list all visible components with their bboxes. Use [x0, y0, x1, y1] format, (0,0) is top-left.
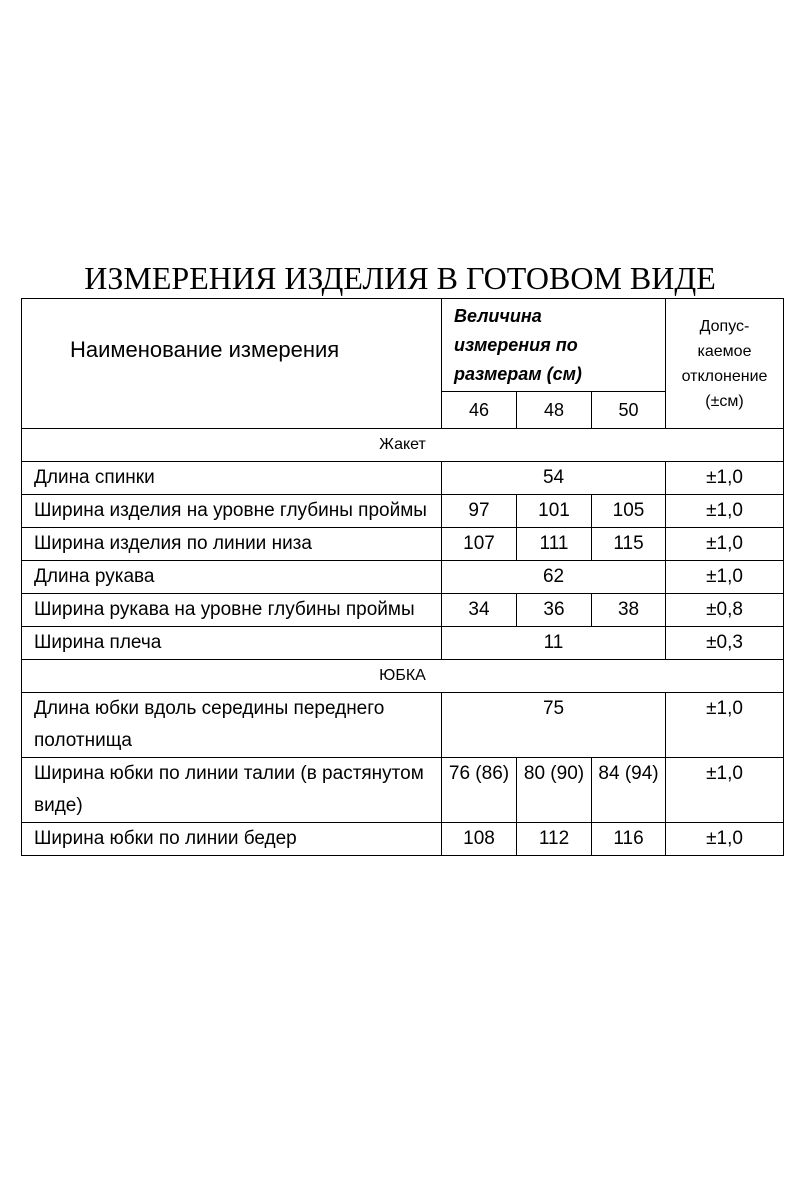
- measurement-value: 62: [442, 561, 666, 594]
- measurement-value-48: 101: [517, 495, 592, 528]
- measurement-value-48: 111: [517, 528, 592, 561]
- measurement-value-50: 38: [592, 594, 666, 627]
- measurement-value-46: 108: [442, 823, 517, 856]
- table-row: [22, 495, 784, 528]
- measurement-name: Длина юбки вдоль середины переднего полотнища: [22, 693, 442, 758]
- tolerance-line-4: (±см): [705, 392, 744, 410]
- measurement-value-46: 107: [442, 528, 517, 561]
- measurement-tolerance: ±1,0: [666, 758, 784, 823]
- column-header-tolerance: [666, 299, 784, 429]
- magnitude-line-1: Величина: [454, 306, 542, 326]
- measurements-table: [21, 298, 784, 856]
- measurement-tolerance: ±1,0: [666, 495, 784, 528]
- table-row: [22, 627, 784, 660]
- measurement-name: Ширина рукава на уровне глубины проймы: [22, 594, 442, 627]
- tolerance-line-2: каемое: [697, 342, 752, 360]
- table-row: [22, 594, 784, 627]
- size-header-46: 46: [442, 392, 517, 429]
- measurement-tolerance: ±1,0: [666, 823, 784, 856]
- measurement-value-50: 115: [592, 528, 666, 561]
- measurement-name: Ширина изделия на уровне глубины проймы: [22, 495, 442, 528]
- measurement-value-48: 36: [517, 594, 592, 627]
- column-header-name: Наименование измерения: [22, 299, 442, 429]
- tolerance-line-1: Допус-: [699, 317, 750, 335]
- measurement-value: 75: [442, 693, 666, 758]
- measurement-value: 54: [442, 462, 666, 495]
- measurement-name: Длина рукава: [22, 561, 442, 594]
- tolerance-line-3: отклонение: [681, 367, 768, 385]
- magnitude-line-3: размерам (см): [454, 364, 582, 384]
- table-row: [22, 462, 784, 495]
- table-row: [22, 823, 784, 856]
- measurement-value-46: 97: [442, 495, 517, 528]
- measurement-tolerance: ±1,0: [666, 561, 784, 594]
- measurement-tolerance: ±0,8: [666, 594, 784, 627]
- measurement-value-48: 80 (90): [517, 758, 592, 823]
- table-row: [22, 693, 784, 758]
- header-row: [22, 299, 784, 392]
- measurement-tolerance: ±1,0: [666, 462, 784, 495]
- measurement-tolerance: ±0,3: [666, 627, 784, 660]
- measurement-value-50: 84 (94): [592, 758, 666, 823]
- measurement-value-50: 105: [592, 495, 666, 528]
- measurement-value-50: 116: [592, 823, 666, 856]
- magnitude-line-2: измерения по: [454, 335, 578, 355]
- measurement-name: Ширина плеча: [22, 627, 442, 660]
- measurement-name: Ширина юбки по линии бедер: [22, 823, 442, 856]
- table-row: [22, 528, 784, 561]
- page-title: ИЗМЕРЕНИЯ ИЗДЕЛИЯ В ГОТОВОМ ВИДЕ: [84, 260, 716, 296]
- measurement-value-48: 112: [517, 823, 592, 856]
- measurement-name: Длина спинки: [22, 462, 442, 495]
- measurement-value-46: 34: [442, 594, 517, 627]
- section-row-jacket: [22, 429, 784, 462]
- measurement-tolerance: ±1,0: [666, 528, 784, 561]
- section-row-skirt: [22, 660, 784, 693]
- section-title: Жакет: [22, 429, 784, 462]
- table-row: [22, 561, 784, 594]
- measurement-name: Ширина юбки по линии талии (в растянутом виде): [22, 758, 442, 823]
- measurement-name: Ширина изделия по линии низа: [22, 528, 442, 561]
- section-title: ЮБКА: [22, 660, 784, 693]
- table-row: [22, 758, 784, 823]
- measurement-tolerance: ±1,0: [666, 693, 784, 758]
- column-header-magnitude: [442, 299, 666, 392]
- measurement-value: 11: [442, 627, 666, 660]
- measurement-value-46: 76 (86): [442, 758, 517, 823]
- size-header-50: 50: [592, 392, 666, 429]
- size-header-48: 48: [517, 392, 592, 429]
